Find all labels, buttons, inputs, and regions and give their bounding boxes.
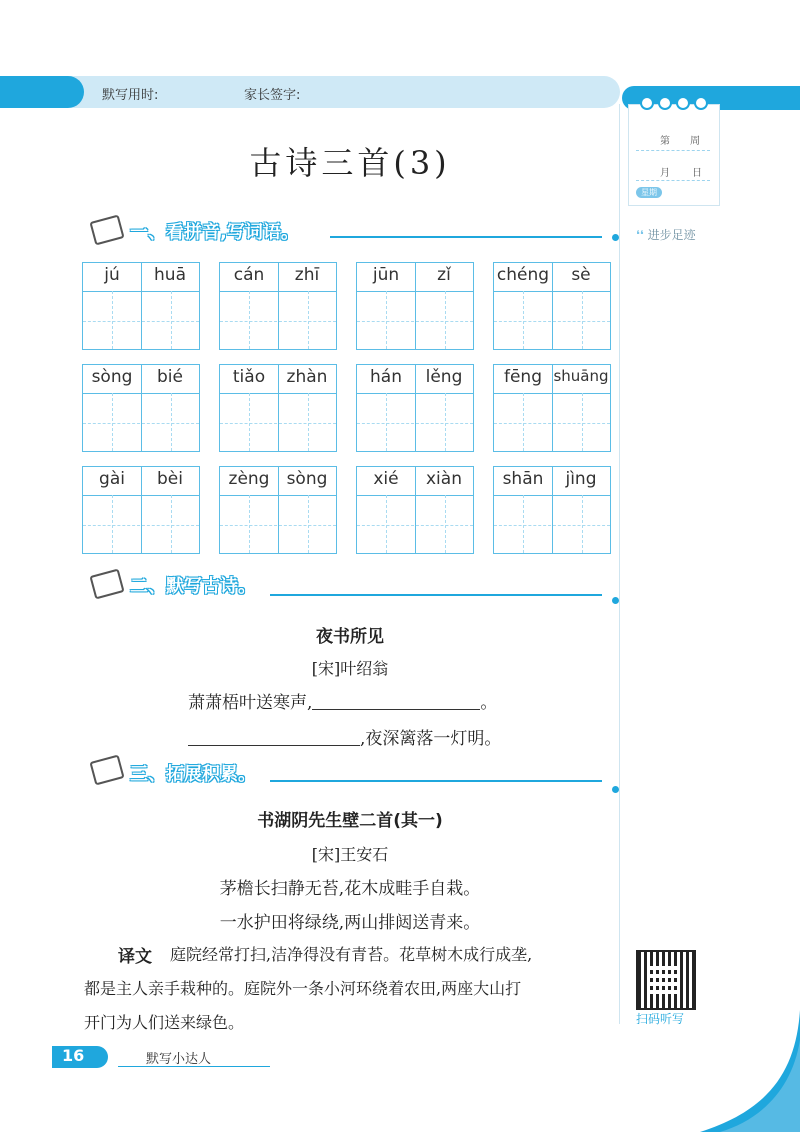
pinyin-label: zhàn	[286, 367, 328, 387]
pinyin-label: sòng	[286, 469, 328, 489]
poem-1-line-1	[188, 688, 497, 713]
grid-line	[308, 495, 309, 553]
qr-code-pattern	[648, 962, 680, 994]
section-3-dot	[612, 786, 619, 793]
pinyin-label: xiàn	[426, 469, 462, 489]
grid-line	[220, 495, 336, 496]
grid-line	[220, 321, 336, 322]
pinyin-label: sè	[571, 265, 591, 285]
translation-line-2: 都是主人亲手栽种的。庭院外一条小河环绕着农田,两座大山打	[84, 979, 522, 998]
translation-line-3: 开门为人们送来绿色。	[84, 1013, 245, 1032]
ring-icon	[640, 96, 654, 110]
pinyin-label: zèng	[228, 469, 270, 489]
grid-line	[494, 423, 610, 424]
grid-line	[582, 393, 583, 451]
word-box[interactable]	[219, 466, 337, 554]
poem-1-title: 夜书所见	[316, 627, 384, 647]
grid-line	[357, 525, 473, 526]
grid-line	[523, 393, 524, 451]
pinyin-label: chéng	[496, 265, 550, 285]
grid-line	[83, 423, 199, 424]
parent-signature-label: 家长签字:	[244, 88, 301, 103]
grid-line	[220, 393, 336, 394]
pencil-notebook-icon	[89, 215, 124, 246]
grid-line	[445, 495, 446, 553]
word-box[interactable]	[219, 262, 337, 350]
poem-1-line-2	[188, 724, 501, 749]
word-box[interactable]	[493, 262, 611, 350]
grid-line	[112, 393, 113, 451]
grid-line	[386, 393, 387, 451]
book-title: 默写小达人	[146, 1052, 212, 1067]
section-2-rule	[270, 594, 602, 596]
footer-rule	[118, 1066, 270, 1067]
grid-line	[582, 291, 583, 349]
pinyin-label: zǐ	[437, 265, 451, 285]
qr-label: 扫码听写	[636, 1012, 685, 1026]
grid-line	[494, 495, 610, 496]
grid-line	[83, 291, 199, 292]
grid-line	[357, 423, 473, 424]
grid-line	[494, 525, 610, 526]
corner-wave-decoration	[700, 1010, 800, 1132]
grid-line	[308, 393, 309, 451]
grid-line	[171, 291, 172, 349]
poem-1-line-1-end: 。	[480, 693, 498, 713]
word-box[interactable]	[493, 364, 611, 452]
ring-icon	[658, 96, 672, 110]
grid-line	[445, 291, 446, 349]
section-2-title: 二、默写古诗。	[130, 576, 256, 597]
grid-line	[494, 393, 610, 394]
poem-2-author: [宋]王安石	[311, 845, 389, 864]
pencil-notebook-icon	[89, 755, 124, 786]
pinyin-label: jìng	[565, 469, 597, 489]
pinyin-label: shān	[502, 469, 544, 489]
pinyin-label: sòng	[91, 367, 133, 387]
section-3-title: 三、拓展积累。	[130, 764, 256, 785]
grid-line	[171, 495, 172, 553]
grid-line	[386, 291, 387, 349]
pinyin-label: cán	[233, 265, 265, 285]
word-box[interactable]	[82, 466, 200, 554]
grid-line	[357, 495, 473, 496]
grid-line	[83, 525, 199, 526]
dictation-time-label: 默写用时:	[102, 88, 159, 103]
translation-label: 译文	[118, 947, 152, 967]
section-1-rule	[330, 236, 602, 238]
day-label: 日	[692, 168, 702, 179]
section-2-dot	[612, 597, 619, 604]
poem-1-author: [宋]叶绍翁	[311, 659, 389, 678]
answer-blank[interactable]	[188, 744, 360, 746]
grid-line	[171, 393, 172, 451]
word-box[interactable]	[356, 466, 474, 554]
weekday-badge: 星期	[636, 187, 662, 198]
poem-1-line-2-text: ,夜深篱落一灯明。	[360, 729, 502, 749]
word-box[interactable]	[82, 262, 200, 350]
pinyin-label: jú	[104, 265, 120, 285]
pinyin-label: jūn	[372, 265, 400, 285]
ring-icon	[694, 96, 708, 110]
grid-line	[220, 423, 336, 424]
pinyin-label: hán	[370, 367, 402, 387]
pinyin-label: huā	[154, 265, 186, 285]
pinyin-label: lěng	[425, 367, 463, 387]
pinyin-label: zhī	[294, 265, 320, 285]
week-label: 第	[660, 136, 670, 147]
pinyin-label: fēng	[503, 367, 542, 387]
grid-line	[112, 291, 113, 349]
grid-line	[83, 393, 199, 394]
pinyin-label: bèi	[157, 469, 183, 489]
pencil-notebook-icon	[89, 569, 124, 600]
grid-line	[523, 291, 524, 349]
grid-line	[249, 393, 250, 451]
ring-icon	[676, 96, 690, 110]
section-1-title: 一、看拼音,写词语。	[130, 222, 299, 243]
grid-line	[83, 495, 199, 496]
grid-line	[308, 291, 309, 349]
progress-text: 进步足迹	[647, 228, 696, 242]
header-accent	[0, 76, 84, 108]
pinyin-label: tiǎo	[232, 367, 266, 387]
section-3-rule	[270, 780, 602, 782]
grid-line	[357, 393, 473, 394]
week-suffix: 周	[690, 136, 700, 147]
grid-line	[357, 321, 473, 322]
grid-line	[523, 495, 524, 553]
grid-line	[249, 291, 250, 349]
pinyin-label: shuāng	[553, 367, 609, 385]
pinyin-label: bié	[157, 367, 183, 387]
word-box[interactable]	[356, 262, 474, 350]
grid-line	[112, 495, 113, 553]
progress-footprint-label	[636, 226, 696, 243]
word-box[interactable]	[82, 364, 200, 452]
header-bar	[0, 76, 620, 108]
grid-line	[582, 495, 583, 553]
pinyin-label: xié	[373, 469, 399, 489]
word-box[interactable]	[493, 466, 611, 554]
poem-2-line-2: 一水护田将绿绕,两山排闼送青来。	[219, 913, 481, 933]
grid-line	[494, 291, 610, 292]
word-box[interactable]	[356, 364, 474, 452]
word-box[interactable]	[219, 364, 337, 452]
page-title: 古诗三首(3)	[249, 144, 451, 182]
footprint-icon: ❛❛	[636, 228, 644, 242]
poem-2-title: 书湖阴先生壁二首(其一)	[257, 811, 443, 831]
grid-line	[357, 291, 473, 292]
grid-line	[494, 321, 610, 322]
poem-2-line-1: 茅檐长扫静无苔,花木成畦手自栽。	[219, 879, 481, 899]
pinyin-label: gài	[99, 469, 125, 489]
grid-line	[220, 291, 336, 292]
grid-line	[445, 393, 446, 451]
section-1-dot	[612, 234, 619, 241]
grid-line	[220, 525, 336, 526]
answer-blank[interactable]	[312, 708, 480, 710]
grid-line	[386, 495, 387, 553]
translation-line-1: 庭院经常打扫,洁净得没有青苔。花草树木成行成垄,	[170, 945, 533, 964]
grid-line	[83, 321, 199, 322]
month-label: 月	[660, 168, 670, 179]
poem-1-line-1-text: 萧萧梧叶送寒声,	[188, 693, 313, 713]
page-number: 16	[62, 1046, 85, 1065]
grid-line	[249, 495, 250, 553]
